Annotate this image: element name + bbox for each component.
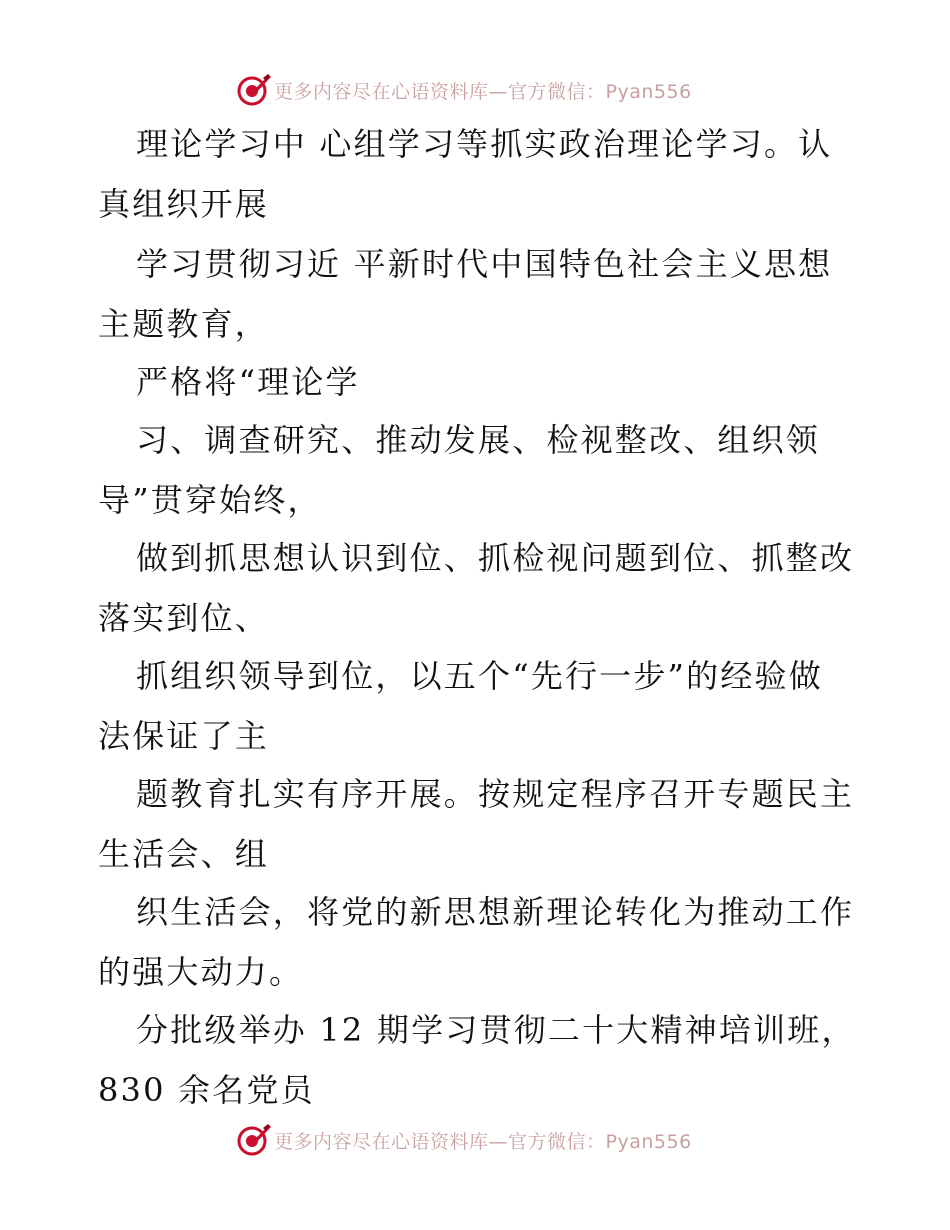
text-line: 法保证了主 — [98, 717, 270, 755]
text-line: 导”贯穿始终， — [98, 481, 322, 519]
text-line: 学习贯彻习近 平新时代中国特色社会主义思想 — [136, 245, 833, 283]
text-line: 主题教育， — [98, 305, 270, 343]
text-line: 生活会、组 — [98, 835, 270, 873]
watermark-header — [236, 72, 716, 108]
text-line: 严格将“理论学 — [136, 363, 360, 401]
text-line: 做到抓思想认识到位、抓检视问题到位、抓整改 — [136, 539, 855, 577]
text-line: 理论学习中 心组学习等抓实政治理论学习。认 — [136, 125, 833, 163]
text-line: 的强大动力。 — [98, 953, 304, 991]
text-line: 分批级举办 12 期学习贯彻二十大精神培训班， — [136, 1011, 856, 1049]
text-line: 抓组织领导到位，以五个“先行一步”的经验做 — [136, 657, 823, 695]
text-line: 题教育扎实有序开展。按规定程序召开专题民主 — [136, 775, 855, 813]
quill-seal-icon — [236, 72, 272, 108]
text-line: 落实到位、 — [98, 599, 270, 637]
text-line: 织生活会，将党的新思想新理论转化为推动工作 — [136, 893, 855, 931]
quill-seal-icon — [236, 1122, 272, 1158]
watermark-text: 更多内容尽在心语资料库—官方微信：Pyan556 — [274, 1130, 692, 1153]
text-line: 真组织开展 — [98, 185, 270, 223]
text-line: 830 余名党员 — [98, 1071, 315, 1109]
watermark-footer — [236, 1122, 716, 1158]
text-line: 习、调查研究、推动发展、检视整改、组织领 — [136, 421, 821, 459]
watermark-text: 更多内容尽在心语资料库—官方微信：Pyan556 — [274, 80, 692, 103]
